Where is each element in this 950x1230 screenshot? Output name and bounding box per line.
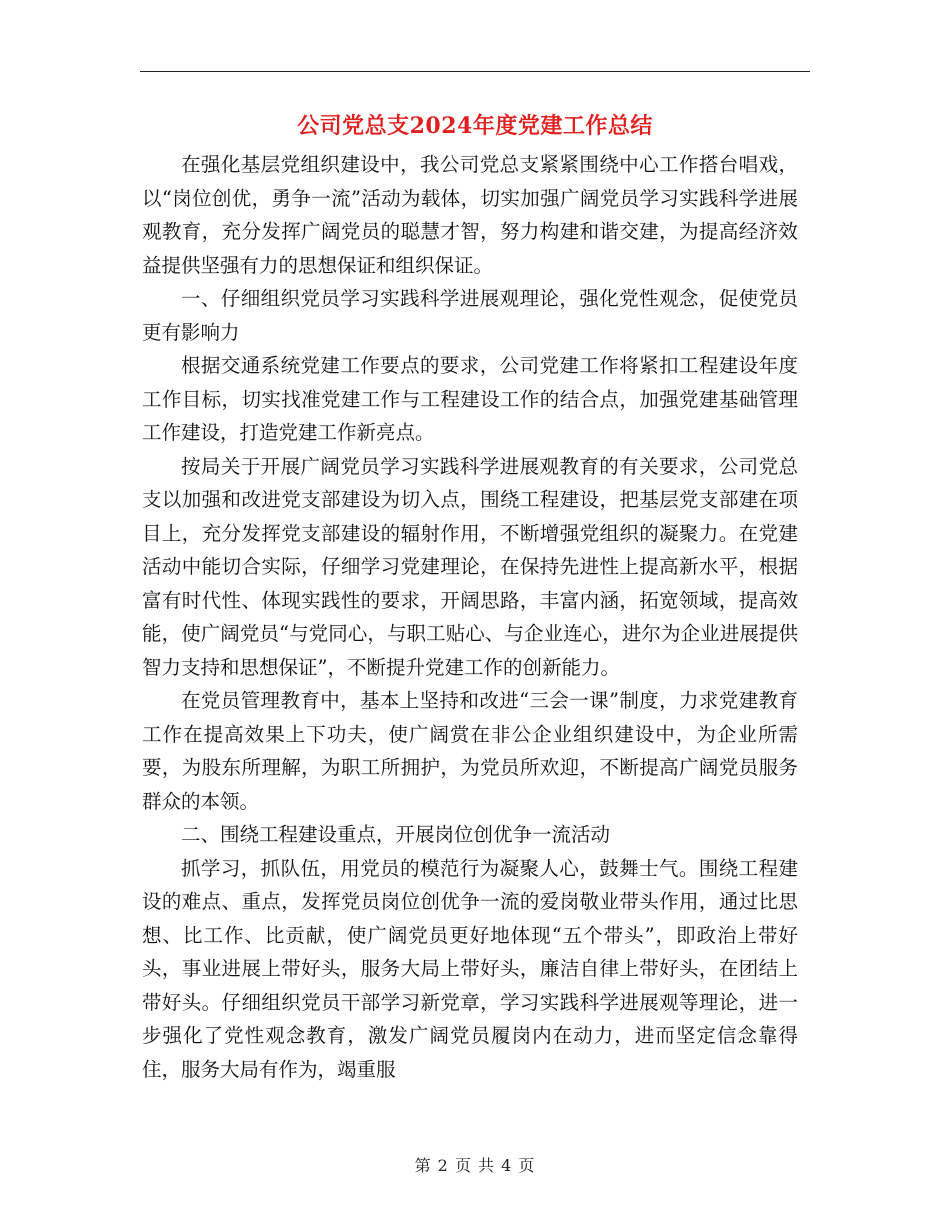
section-heading-2: 二、围绕工程建设重点，开展岗位创优争一流活动 xyxy=(181,823,611,846)
page-number: 第 2 页 共 4 页 xyxy=(414,1156,536,1175)
paragraph-intro: 在强化基层党组织建设中，我公司党总支紧紧围绕中心工作搭台唱戏，以“岗位创优，勇争一流”活动为载体，切实加强广阔党员学习实践科学进展观教育，充分发挥广阔党员的聪慧才智，努力构建和谐交建，为提高经济效益提供坚强有力的思想保证和组织保证。 xyxy=(142,153,798,277)
paragraph: 在党员管理教育中，基本上坚持和改进“三会一课”制度，力求党建教育工作在提高效果上下功夫，使广阔赏在非公企业组织建设中，为企业所需要，为股东所理解，为职工所拥护，为党员所欢迎，不断提高广阔党员服务群众的本领。 xyxy=(142,689,798,813)
paragraph: 按局关于开展广阔党员学习实践科学进展观教育的有关要求，公司党总支以加强和改进党支部建设为切入点，围绕工程建设，把基层党支部建在项目上，充分发挥党支部建设的辐射作用，不断增强党组织的凝聚力。在党建活动中能切合实际，仔细学习党建理论，在保持先进性上提高新水平，根据富有时代性、体现实践性的要求，开阔思路，丰富内涵，拓宽领域，提高效能，使广阔党员“与党同心，与职工贴心、与企业连心，进尔为企业进展提供智力支持和思想保证”，不断提升党建工作的创新能力。 xyxy=(142,454,798,679)
paragraph: 抓学习，抓队伍，用党员的模范行为凝聚人心，鼓舞士气。围绕工程建设的难点、重点，发挥党员岗位创优争一流的爱岗敬业带头作用，通过比思想、比工作、比贡献，使广阔党员更好地体现“五个带头”，即政治上带好头，事业进展上带好头，服务大局上带好头，廉洁自律上带好头，在团结上带好头。仔细组织党员干部学习新党章，学习实践科学进展观等理论，进一步强化了党性观念教育，激发广阔党员履岗内在动力，进而坚定信念靠得住，服务大局有作为，竭重服 xyxy=(142,856,798,1081)
document-title: 公司党总支2024年度党建工作总结 xyxy=(297,113,653,139)
document-body xyxy=(142,148,798,1086)
section-heading-1: 一、仔细组织党员学习实践科学进展观理论，强化党性观念，促使党员更有影响力 xyxy=(142,287,798,344)
header-rule xyxy=(140,71,810,72)
paragraph: 根据交通系统党建工作要点的要求，公司党建工作将紧扣工程建设年度工作目标，切实找准党建工作与工程建设工作的结合点，加强党建基础管理工作建设，打造党建工作新亮点。 xyxy=(142,354,798,444)
